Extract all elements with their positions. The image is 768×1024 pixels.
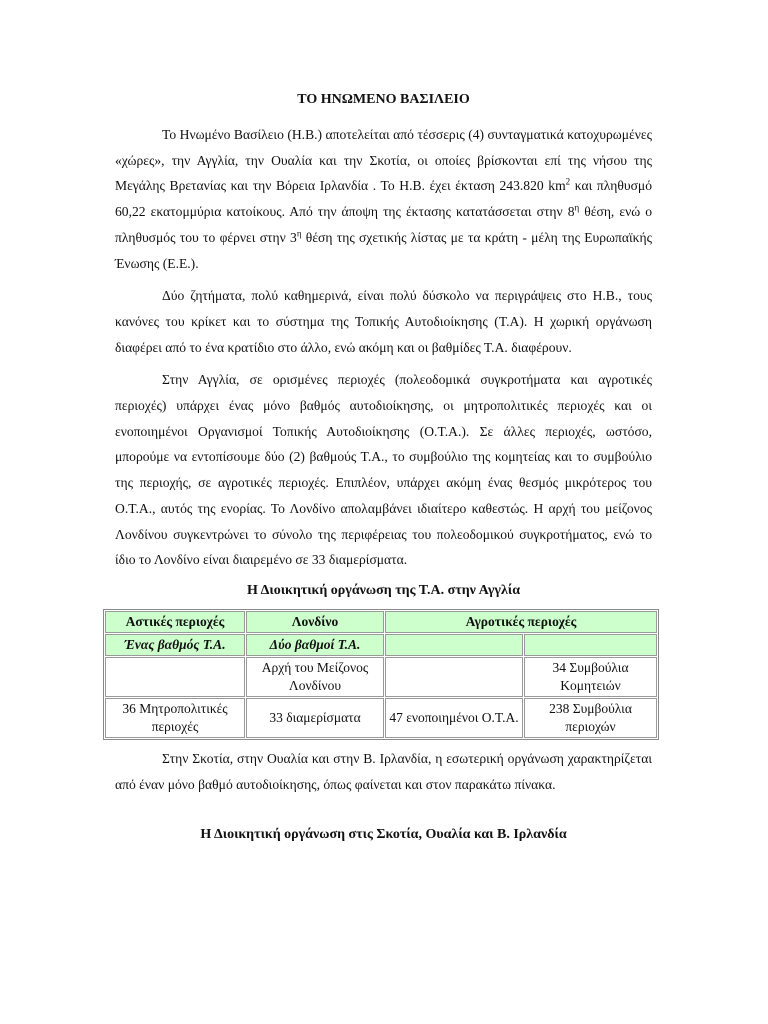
page-title: ΤΟ ΗΝΩΜΕΝΟ ΒΑΣΙΛΕΙΟ [297,92,470,107]
table-cell [385,657,523,697]
document-page [115,88,652,861]
paragraph-local-government: Δύο ζητήματα, πολύ καθημερινά, είναι πολύ δύσκολο να περιγράψεις στο Η.Β., τους κανόνες του κρίκετ και το σύστημα της Τοπικής Αυτοδιοίκησης (Τ.Α). Η χωρική οργάνωση διαφέρει από το ένα κρατίδιο στο άλλο, ενώ ακόμη και οι βαθμίδες Τ.Α. διαφέρουν. [115,288,652,355]
table-header-row [105,611,657,633]
table-cell [105,657,245,697]
table-cell: 34 Συμβούλια Κομητειών [524,657,657,697]
table-row [105,657,657,697]
paragraph-intro-part-a: Το Ηνωμένο Βασίλειο (Η.Β.) αποτελείται από τέσσερις (4) συνταγματικά κατοχυρωμένες «χώρες», την Αγγλία, την Ουαλία και την Σκοτία, οι οποίες βρίσκονται επί της νήσου της Μεγάλης Βρετανίας και την Βόρεια Ιρλανδία . Το Η.Β. έχει έκταση 243.820 km [115,127,652,194]
table-caption-england: Η Διοικητική οργάνωση της Τ.Α. στην Αγγλία [246,582,521,598]
paragraph-england: Στην Αγγλία, σε ορισμένες περιοχές (πολεοδομικά συγκροτήματα και αγροτικές περιοχές) υπάρχει ένας μόνο βαθμός αυτοδιοίκησης, οι μητροπολιτικές περιοχές και οι ενοποιημένοι Οργανισμοί Τοπικής Αυτοδιοίκησης (Ο.Τ.Α.). Σε άλλες περιοχές, ωστόσο, μπορούμε να εντοπίσουμε δύο (2) βαθμούς Τ.Α., το συμβούλιο της κομητείας και το συμβούλιο της περιοχής, σε αγροτικές περιοχές. Επιπλέον, υπάρχει ακόμη ένας θεσμός μικρότερος του Ο.Τ.Α., αυτός της ενορίας. Το Λονδίνο απολαμβάνει ιδιαίτερο καθεστώς. Η αρχή του μείζονος Λονδίνου συγκεντρώνει το σύνολο της περιφέρειας του πολεοδομικού συγκροτήματος, ενώ το ίδιο το Λονδίνο είναι διαιρεμένο σε 33 διαμερίσματα. [115,372,652,568]
superscript-square: 2 [565,176,571,187]
table-cell: 36 Μητροπολιτικές περιοχές [105,698,245,738]
header-urban: Αστικές περιοχές [105,611,245,633]
paragraph-intro-part-c: θέση, ενώ ο πληθυσμός του το φέρνει στην 3 [115,204,652,245]
table-cell: Αρχή του Μείζονος Λονδίνου [246,657,384,697]
table-cell: 33 διαμερίσματα [246,698,384,738]
header-london: Λονδίνο [246,611,384,633]
table-subheader-row [105,634,657,656]
sub-two-tiers: Δύο βαθμοί Τ.Α. [246,634,384,656]
sub-empty-2 [524,634,657,656]
table-caption-scotland-wales-ni: Η Διοικητική οργάνωση στις Σκοτία, Ουαλία και Β. Ιρλανδία [200,827,567,843]
paragraph-intro-part-d: θέση της σχετικής λίστας με τα κράτη - μέλη της Ευρωπαϊκής Ένωσης (Ε.Ε.). [115,229,652,271]
table-row [105,698,657,738]
paragraph-scotland-wales-ni: Στην Σκοτία, στην Ουαλία και στην Β. Ιρλανδία, η εσωτερική οργάνωση χαρακτηρίζεται από έναν μόνο βαθμό αυτοδιοίκησης, όπως φαίνεται και στον παρακάτω πίνακα. [115,750,652,792]
england-admin-table [103,609,659,740]
sub-empty-1 [385,634,523,656]
table-cell: 238 Συμβούλια περιοχών [524,698,657,738]
paragraph-intro-part-b: και πληθυσμό 60,22 εκατομμύρια κατοίκους. Από την άποψη της έκτασης κατατάσσεται στην 8 [115,178,653,220]
superscript-ordinal-1: η [574,202,580,213]
sub-one-tier: Ένας βαθμός Τ.Α. [105,634,245,656]
table-cell: 47 ενοποιημένοι Ο.Τ.Α. [385,698,523,738]
superscript-ordinal-2: η [296,228,302,239]
header-rural: Αγροτικές περιοχές [385,611,657,633]
paragraph-intro [115,122,652,276]
